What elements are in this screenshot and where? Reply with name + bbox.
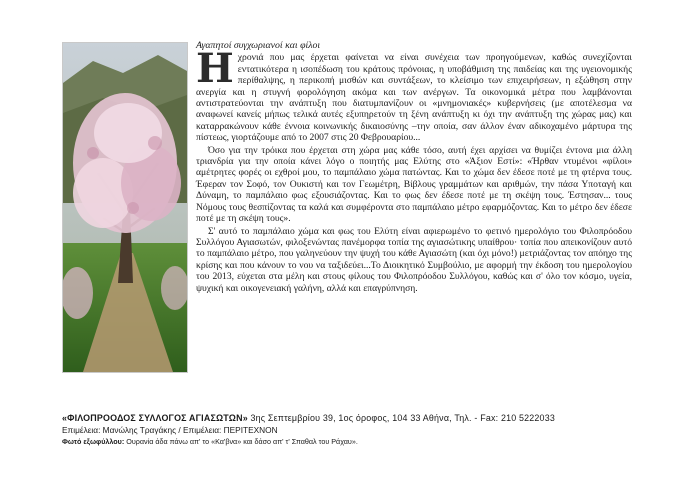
footer-address-line (62, 412, 662, 424)
paragraph-1-text: χρονιά που μας έρχεται φαίνεται να είναι συνέχεια των προηγούμενων, καθώς συνεχίζονται εντατικότερα η ισοπέδωση του κράτους πρόνοιας, η υποβάθμιση της παιδείας και της υγειονομικής περίθαλψης, η περικοπή μισθών και συντάξεων, το κλείσιμο των επιχειρήσεων, η εξώθηση στην ανεργία και η στυγνή φορολόγηση ακόμα και των ανέργων. Τα οικονομικά μέτρα που λαμβάνονται αντιστρατεύονται την ανάπτυξη που διατυμπανίζουν οι «μνημονιακές» κυβερνήσεις (με αποτέλεσμα να αναφωνεί κανείς μήπως τελικά αυτές εξυπηρετούν τη ξένη ανάπτυξη κι όχι την ανάπτυξη της χώρας μας) και καταρρακώνουν κάθε έννοια κοινωνικής δικαιοσύνης –την οποία, σαν άλλον έναν αδικοχαμένο μάρτυρα της πίστεως, γιορτάζουμε από το 2007 στις 20 Φεβρουαρίου... (196, 52, 632, 144)
drop-cap: Η (196, 45, 234, 93)
paragraph-3: Σ' αυτό το παμπάλαιο χώμα και φως του Ελύτη είναι αφιερωμένο το φετινό ημερολόγιο του Φιλοπρόοδου Συλλόγου Αγιασωτών, φιλοξενώντας πανέμορφα τοπία της αγιασώτικης υπαίθρου· τοπία που απεικονίζουν αυτό το παμπάλαιο μέτρο, που γαληνεύουν την ψυχή του κάθε Αγιασώτη (και όχι μόνο!) μετριάζοντας τον απόηχο της κρίσης και που κάνουν το νου να ταξιδεύει...Το Διοικητικό Συμβούλιο, με αφορμή την έκδοση του ημερολογίου του 2013, εύχεται στα μέλη και στους φίλους του Φιλοπρόοδου Συλλόγου, καθώς και σ' όλο τον κόσμο, υγεία, ψυχική και οικογενειακή γαλήνη, αλλά και επαγρύπνηση. (196, 225, 632, 294)
photo-credit-text: Ουρανία άδα πάνω απ' το «Κα'βνα» και δάσο απ' τ' Σπαθαλ του Ράχαυ». (124, 437, 358, 446)
salutation: Αγαπητοί συγχωριανοί και φίλοι (196, 40, 321, 51)
paragraph-2: Όσο για την τρόικα που έρχεται στη χώρα μας κάθε τόσο, αυτή έχει αρχίσει να θυμίζει έντονα μια άλλη τριανδρία για την οποία κάνει λόγο ο ποιητής μας Ελύτης στο «Άξιον Εστί»: «Ήρθαν ντυμένοι «φίλοι» αμέτρητες φορές οι εχθροί μου, το παμπάλαιο χώμα πατώντας. Και το χώμα δεν έδεσε ποτέ με τη φτέρνα τους. Έφεραν τον Σοφό, τον Ουκιστή και τον Γεωμέτρη, Βίβλους γραμμάτων και αριθμών, την πάσα Υποταγή και Δύναμη, το παμπάλαιο φως εξουσιάζοντας. Και το φως δεν έδεσε ποτέ με τη σκέψη τους. Έστησαν... τους Νόμους τους θεσπίζοντας τα καλά και συμφέροντα στο παμπάλαιο μέτρο εφαρμόζοντας. Και το μέτρο δεν έδεσε ποτέ με τη σκέψη τους». (196, 144, 632, 225)
editorial-letter (196, 40, 632, 294)
footer-credits (62, 412, 662, 447)
org-name: «ΦΙΛΟΠΡΟΟΔΟΣ ΣΥΛΛΟΓΟΣ ΑΓΙΑΣΩΤΩΝ» (62, 413, 248, 423)
cover-photo-blossoming-tree (62, 42, 188, 373)
editing-credit: Επιμέλεια: Μανώλης Τραγάκης / Επιμέλεια: ΠΕΡΙΤΕΧΝΟΝ (62, 425, 278, 435)
cover-photo-credit (62, 436, 662, 447)
photo-credit-label: Φωτό εξωφύλλου: (62, 437, 125, 446)
org-address: 3ης Σεπτεμβρίου 39, 1ος όροφος, 104 33 Αθήνα, Τηλ. - Fax: 210 5222033 (247, 413, 555, 423)
